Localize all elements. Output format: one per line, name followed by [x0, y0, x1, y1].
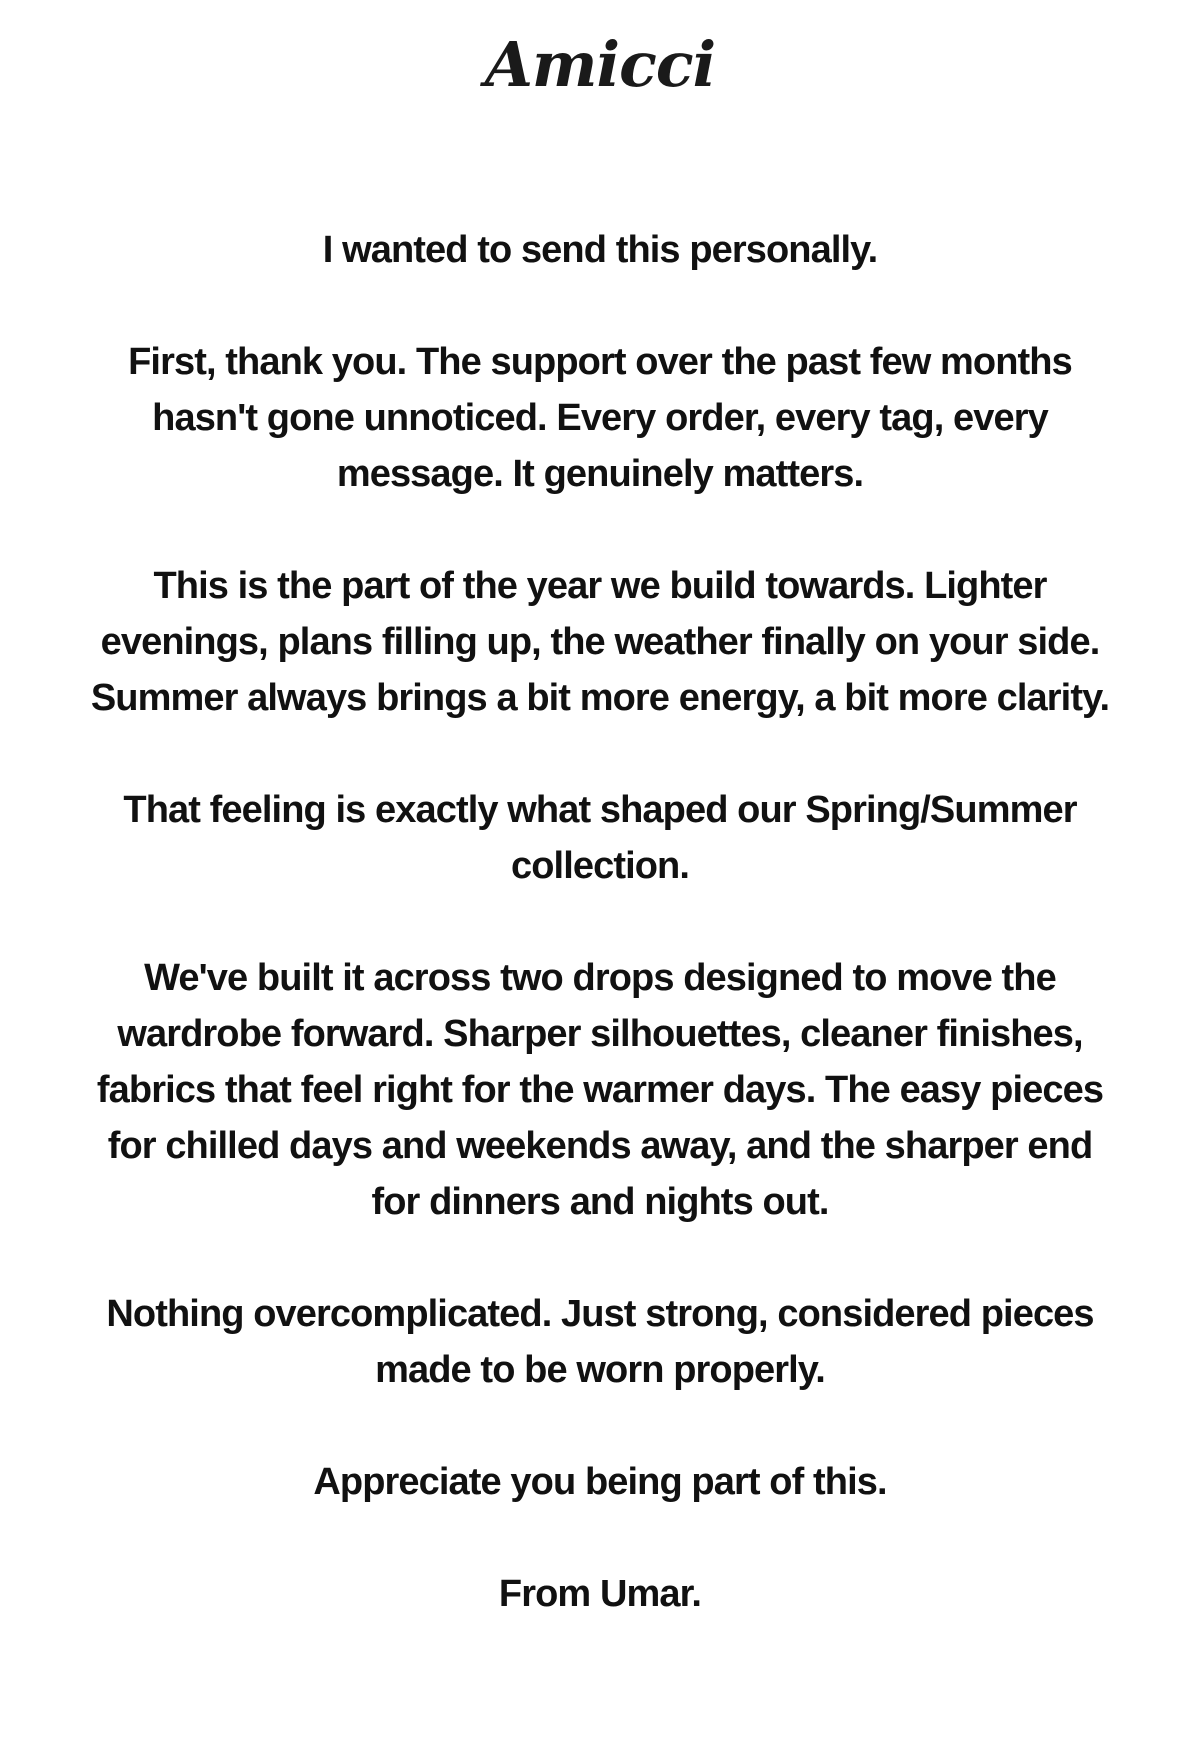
letter-line: wardrobe forward. Sharper silhouettes, cleaner finishes,: [117, 1013, 1083, 1055]
brand-header: [0, 34, 1200, 104]
letter-line: Appreciate you being part of this.: [313, 1461, 887, 1503]
letter-paragraph-drops: [40, 950, 1160, 1230]
letter-line: for dinners and nights out.: [371, 1181, 829, 1223]
letter-line: This is the part of the year we build towards. Lighter: [153, 565, 1047, 607]
letter-line: made to be worn properly.: [375, 1349, 825, 1391]
letter-line: Nothing overcomplicated. Just strong, considered pieces: [106, 1293, 1094, 1335]
letter-paragraph-season: [40, 558, 1160, 726]
letter-paragraph-collection: [40, 782, 1160, 894]
letter-line: From Umar.: [498, 1573, 702, 1615]
letter-line: We've built it across two drops designed to move the: [144, 957, 1056, 999]
letter-line: fabrics that feel right for the warmer days. The easy pieces: [96, 1069, 1104, 1111]
letter-line: That feeling is exactly what shaped our Spring/Summer: [123, 789, 1077, 831]
letter-paragraph-appreciation: [40, 1454, 1160, 1510]
letter-line: Summer always brings a bit more energy, a bit more clarity.: [90, 677, 1110, 719]
letter-line: for chilled days and weekends away, and the sharper end: [107, 1125, 1093, 1167]
letter-text: [40, 222, 1160, 1678]
letter-signoff: [40, 1566, 1160, 1622]
letter-paragraph-thanks: [40, 334, 1160, 502]
brand-logo[interactable]: [470, 34, 730, 104]
letter-line: message. It genuinely matters.: [336, 453, 864, 495]
letter-paragraph-intro: [40, 222, 1160, 278]
letter-line: I wanted to send this personally.: [322, 229, 878, 271]
letter-line: collection.: [510, 845, 690, 887]
brand-logo-text: Amicci: [484, 34, 716, 101]
letter-line: hasn't gone unnoticed. Every order, every tag, every: [152, 397, 1048, 439]
letter-line: evenings, plans filling up, the weather finally on your side.: [100, 621, 1100, 663]
letter-paragraph-philosophy: [40, 1286, 1160, 1398]
letter-line: First, thank you. The support over the past few months: [128, 341, 1072, 383]
